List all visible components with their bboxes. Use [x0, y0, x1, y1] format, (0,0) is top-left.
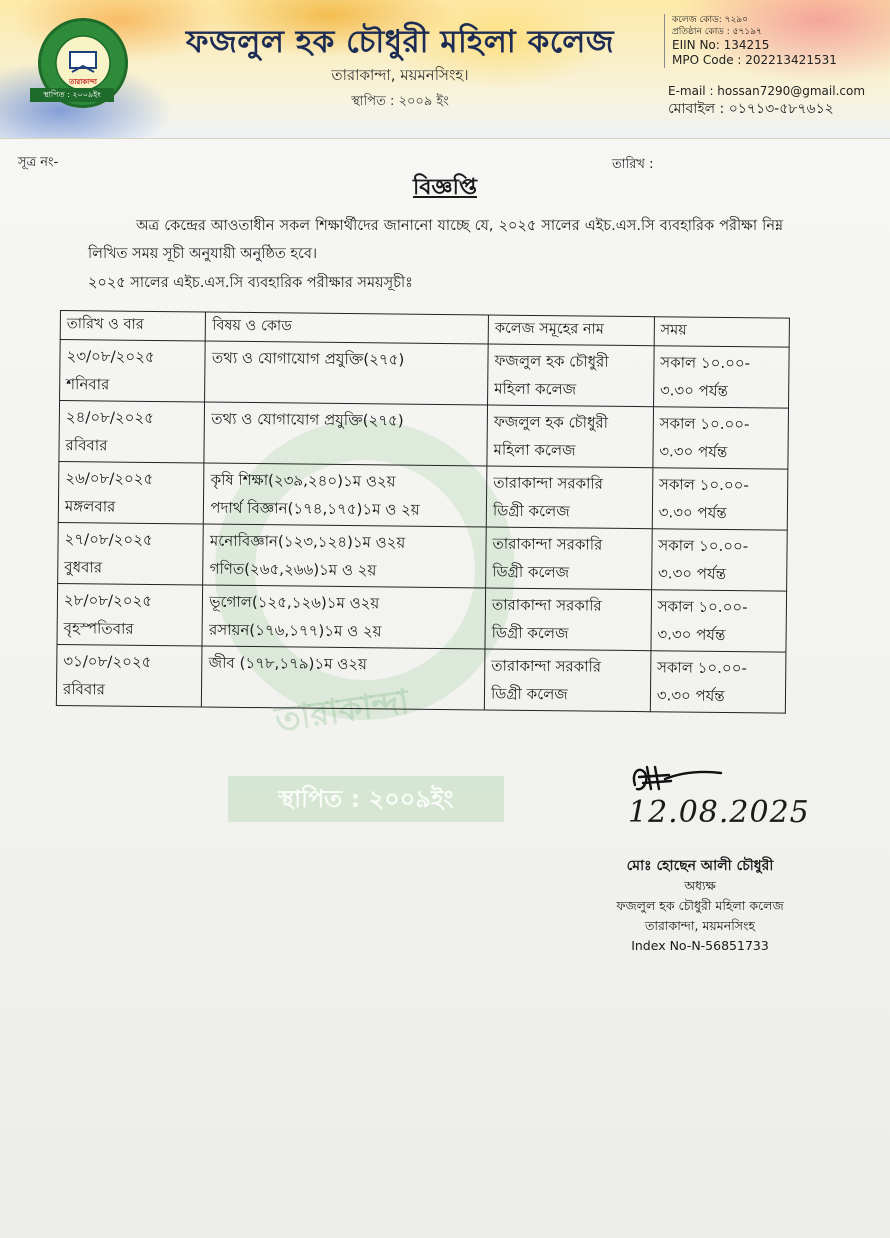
signatory-designation: অধ্যক্ষ: [684, 878, 716, 893]
time-cell: [653, 407, 789, 469]
date-cell: [58, 522, 204, 585]
time-cell-line: ৩.৩০ পর্যন্ত: [656, 686, 725, 705]
logo-established-band: স্থাপিত : ২০০৯ইং: [30, 88, 114, 102]
college-codes: [672, 14, 882, 68]
time-cell-line: ৩.৩০ পর্যন্ত: [659, 381, 729, 400]
col-header-time: সময়: [654, 317, 790, 347]
subject-cell-line: পদার্থ বিজ্ঞান(১৭৪,১৭৫)১ম ও ২য়: [210, 498, 420, 519]
time-cell: [650, 651, 786, 713]
date-cell-line: বুধবার: [64, 558, 103, 577]
time-cell-line: ৩.৩০ পর্যন্ত: [659, 442, 728, 461]
col-header-subject: বিষয় ও কোড: [206, 312, 489, 344]
signatory-block: [595, 856, 805, 956]
subject-cell: [204, 463, 487, 527]
letterhead-banner: [0, 0, 890, 139]
college-cell-line: তারাকান্দা সরকারি: [491, 595, 602, 615]
signatory-place: তারাকান্দা, ময়মনসিংহ: [645, 918, 755, 933]
date-cell-line: ২৮/০৮/২০২৫: [63, 591, 153, 610]
time-cell: [653, 346, 789, 408]
subject-cell: [202, 646, 485, 710]
date-cell: [57, 583, 203, 646]
table-row: [58, 461, 788, 530]
time-cell: [652, 468, 788, 530]
mobile-text: মোবাইল : ০১৭১৩-৫৮৭৬১২: [668, 101, 834, 117]
subject-cell-line: জীব (১৭৮,১৭৯)১ম ও২য়: [208, 653, 367, 674]
date-cell: [58, 461, 204, 524]
signature-date: 12.08.2025: [628, 795, 810, 830]
table-row: [57, 583, 787, 652]
time-cell-line: সকাল ১০.০০-: [656, 658, 748, 678]
college-name: ফজলুল হক চৌধুরী মহিলা কলেজ: [185, 24, 615, 60]
signatory-name: মোঃ হোছেন আলী চৌধুরী: [626, 858, 774, 874]
date-cell-line: ৩১/০৮/২০২৫: [63, 652, 152, 671]
college-cell: [487, 405, 653, 468]
email-text: E-mail : hossan7290@gmail.com: [668, 84, 866, 98]
header-divider: [664, 14, 665, 68]
time-cell-line: সকাল ১০.০০-: [658, 536, 749, 556]
subject-cell-line: রসায়ন(১৭৬,১৭৭)১ম ও ২য়: [208, 620, 382, 641]
time-cell-line: সকাল ১০.০০-: [657, 597, 748, 617]
college-cell-line: ডিগ্রী কলেজ: [490, 684, 568, 704]
time-cell: [651, 529, 787, 591]
reference-number-label: সূত্র নং-: [18, 155, 59, 170]
col-header-date: তারিখ ও বার: [60, 311, 206, 342]
mpo-code: MPO Code : 202213421531: [672, 53, 837, 67]
college-cell-line: তারাকান্দা সরকারি: [492, 534, 603, 554]
subject-cell: [204, 402, 487, 466]
college-established: স্থাপিত : ২০০৯ ইং: [351, 94, 449, 109]
subject-cell-line: গণিত(২৬৫,২৬৬)১ম ও ২য়: [209, 559, 377, 580]
subject-cell-line: কৃষি শিক্ষা(২৩৯,২৪০)১ম ও২য়: [210, 470, 396, 491]
watermark-band: স্থাপিত : ২০০৯ইং: [228, 776, 504, 822]
college-cell-line: তারাকান্দা সরকারি: [491, 656, 602, 676]
eiin-number: EIIN No: 134215: [672, 38, 770, 52]
contact-info: [668, 82, 883, 118]
date-cell-line: ২৪/০৮/২০২৫: [65, 408, 155, 427]
college-cell-line: ফজলুল হক চৌধুরী: [494, 351, 609, 371]
date-cell-line: শনিবার: [66, 375, 110, 394]
table-row: [58, 522, 788, 591]
subject-cell-line: তথ্য ও যোগাযোগ প্রযুক্তি(২৭৫): [211, 348, 405, 369]
date-cell-line: রবিবার: [65, 436, 108, 455]
date-cell-line: মঙ্গলবার: [64, 497, 116, 516]
college-cell-line: মহিলা কলেজ: [493, 440, 576, 460]
college-cell: [484, 649, 650, 712]
notice-title: বিজ্ঞপ্তি: [413, 175, 477, 200]
time-cell-line: ৩.৩০ পর্যন্ত: [657, 625, 726, 644]
date-cell-line: ২৭/০৮/২০২৫: [64, 530, 153, 549]
date-cell-line: ২৬/০৮/২০২৫: [65, 469, 154, 488]
college-cell-line: ডিগ্রী কলেজ: [492, 562, 570, 582]
college-cell-line: ডিগ্রী কলেজ: [492, 501, 570, 521]
subject-cell: [205, 341, 488, 405]
signatory-college: ফজলুল হক চৌধুরী মহিলা কলেজ: [616, 898, 784, 913]
logo-text: তারাকান্দা: [69, 78, 97, 86]
college-cell-line: ডিগ্রী কলেজ: [491, 623, 569, 643]
time-cell-line: ৩.৩০ পর্যন্ত: [657, 564, 727, 583]
date-cell-line: রবিবার: [62, 680, 105, 699]
time-cell-line: সকাল ১০.০০-: [660, 353, 751, 373]
time-cell-line: ৩.৩০ পর্যন্ত: [658, 503, 727, 522]
college-cell: [486, 527, 652, 590]
notice-paragraph: অত্র কেন্দ্রের আওতাধীন সকল শিক্ষার্থীদের জানানো যাচ্ছে যে, ২০২৫ সালের এইচ.এস.সি ব্যবহারিক পরীক্ষা নিম্ন লিখিত সময় সূচী অনুযায়ী অনুষ্ঠিত হবে।: [88, 218, 783, 262]
watermark-text: তারাকান্দা: [272, 681, 412, 741]
date-cell: [59, 401, 205, 464]
time-cell-line: সকাল ১০.০০-: [658, 475, 749, 495]
time-cell-line: সকাল ১০.০০-: [659, 414, 750, 434]
college-cell-line: ফজলুল হক চৌধুরী: [493, 412, 609, 432]
date-label: তারিখ :: [612, 157, 654, 172]
col-header-college: কলেজ সমূহের নাম: [488, 315, 654, 346]
college-cell: [486, 466, 652, 529]
college-address: তারাকান্দা, ময়মনসিংহ।: [331, 66, 469, 84]
table-row: [56, 644, 786, 713]
subject-cell-line: মনোবিজ্ঞান(১২৩,১২৪)১ম ও২য়: [209, 531, 406, 552]
signatory-index: Index No-N-56851733: [631, 938, 769, 953]
college-cell-line: মহিলা কলেজ: [494, 379, 577, 399]
college-cell: [485, 588, 651, 651]
date-cell: [60, 340, 206, 403]
college-cell-line: তারাকান্দা সরকারি: [493, 473, 604, 493]
table-row: [59, 401, 789, 470]
schedule-heading: ২০২৫ সালের এইচ.এস.সি ব্যবহারিক পরীক্ষার সময়সূচীঃ: [88, 275, 413, 291]
date-cell-line: বৃহস্পতিবার: [63, 619, 134, 638]
date-cell: [56, 644, 202, 707]
subject-cell-line: ভূগোল(১২৫,১২৬)১ম ও২য়: [209, 592, 380, 613]
date-cell-line: ২৩/০৮/২০২৫: [66, 347, 155, 366]
exam-schedule-table: [56, 310, 790, 714]
subject-cell-line: তথ্য ও যোগাযোগ প্রযুক্তি(২৭৫): [211, 409, 404, 430]
college-cell: [488, 344, 654, 407]
college-code: কলেজ কোড: ৭২৯০: [672, 15, 749, 25]
subject-cell: [202, 585, 485, 649]
time-cell: [651, 590, 787, 652]
subject-cell: [203, 524, 486, 588]
table-row: [60, 340, 790, 409]
institute-code: প্রতিষ্ঠান কোড : ৫৭১৯৭: [672, 27, 762, 37]
